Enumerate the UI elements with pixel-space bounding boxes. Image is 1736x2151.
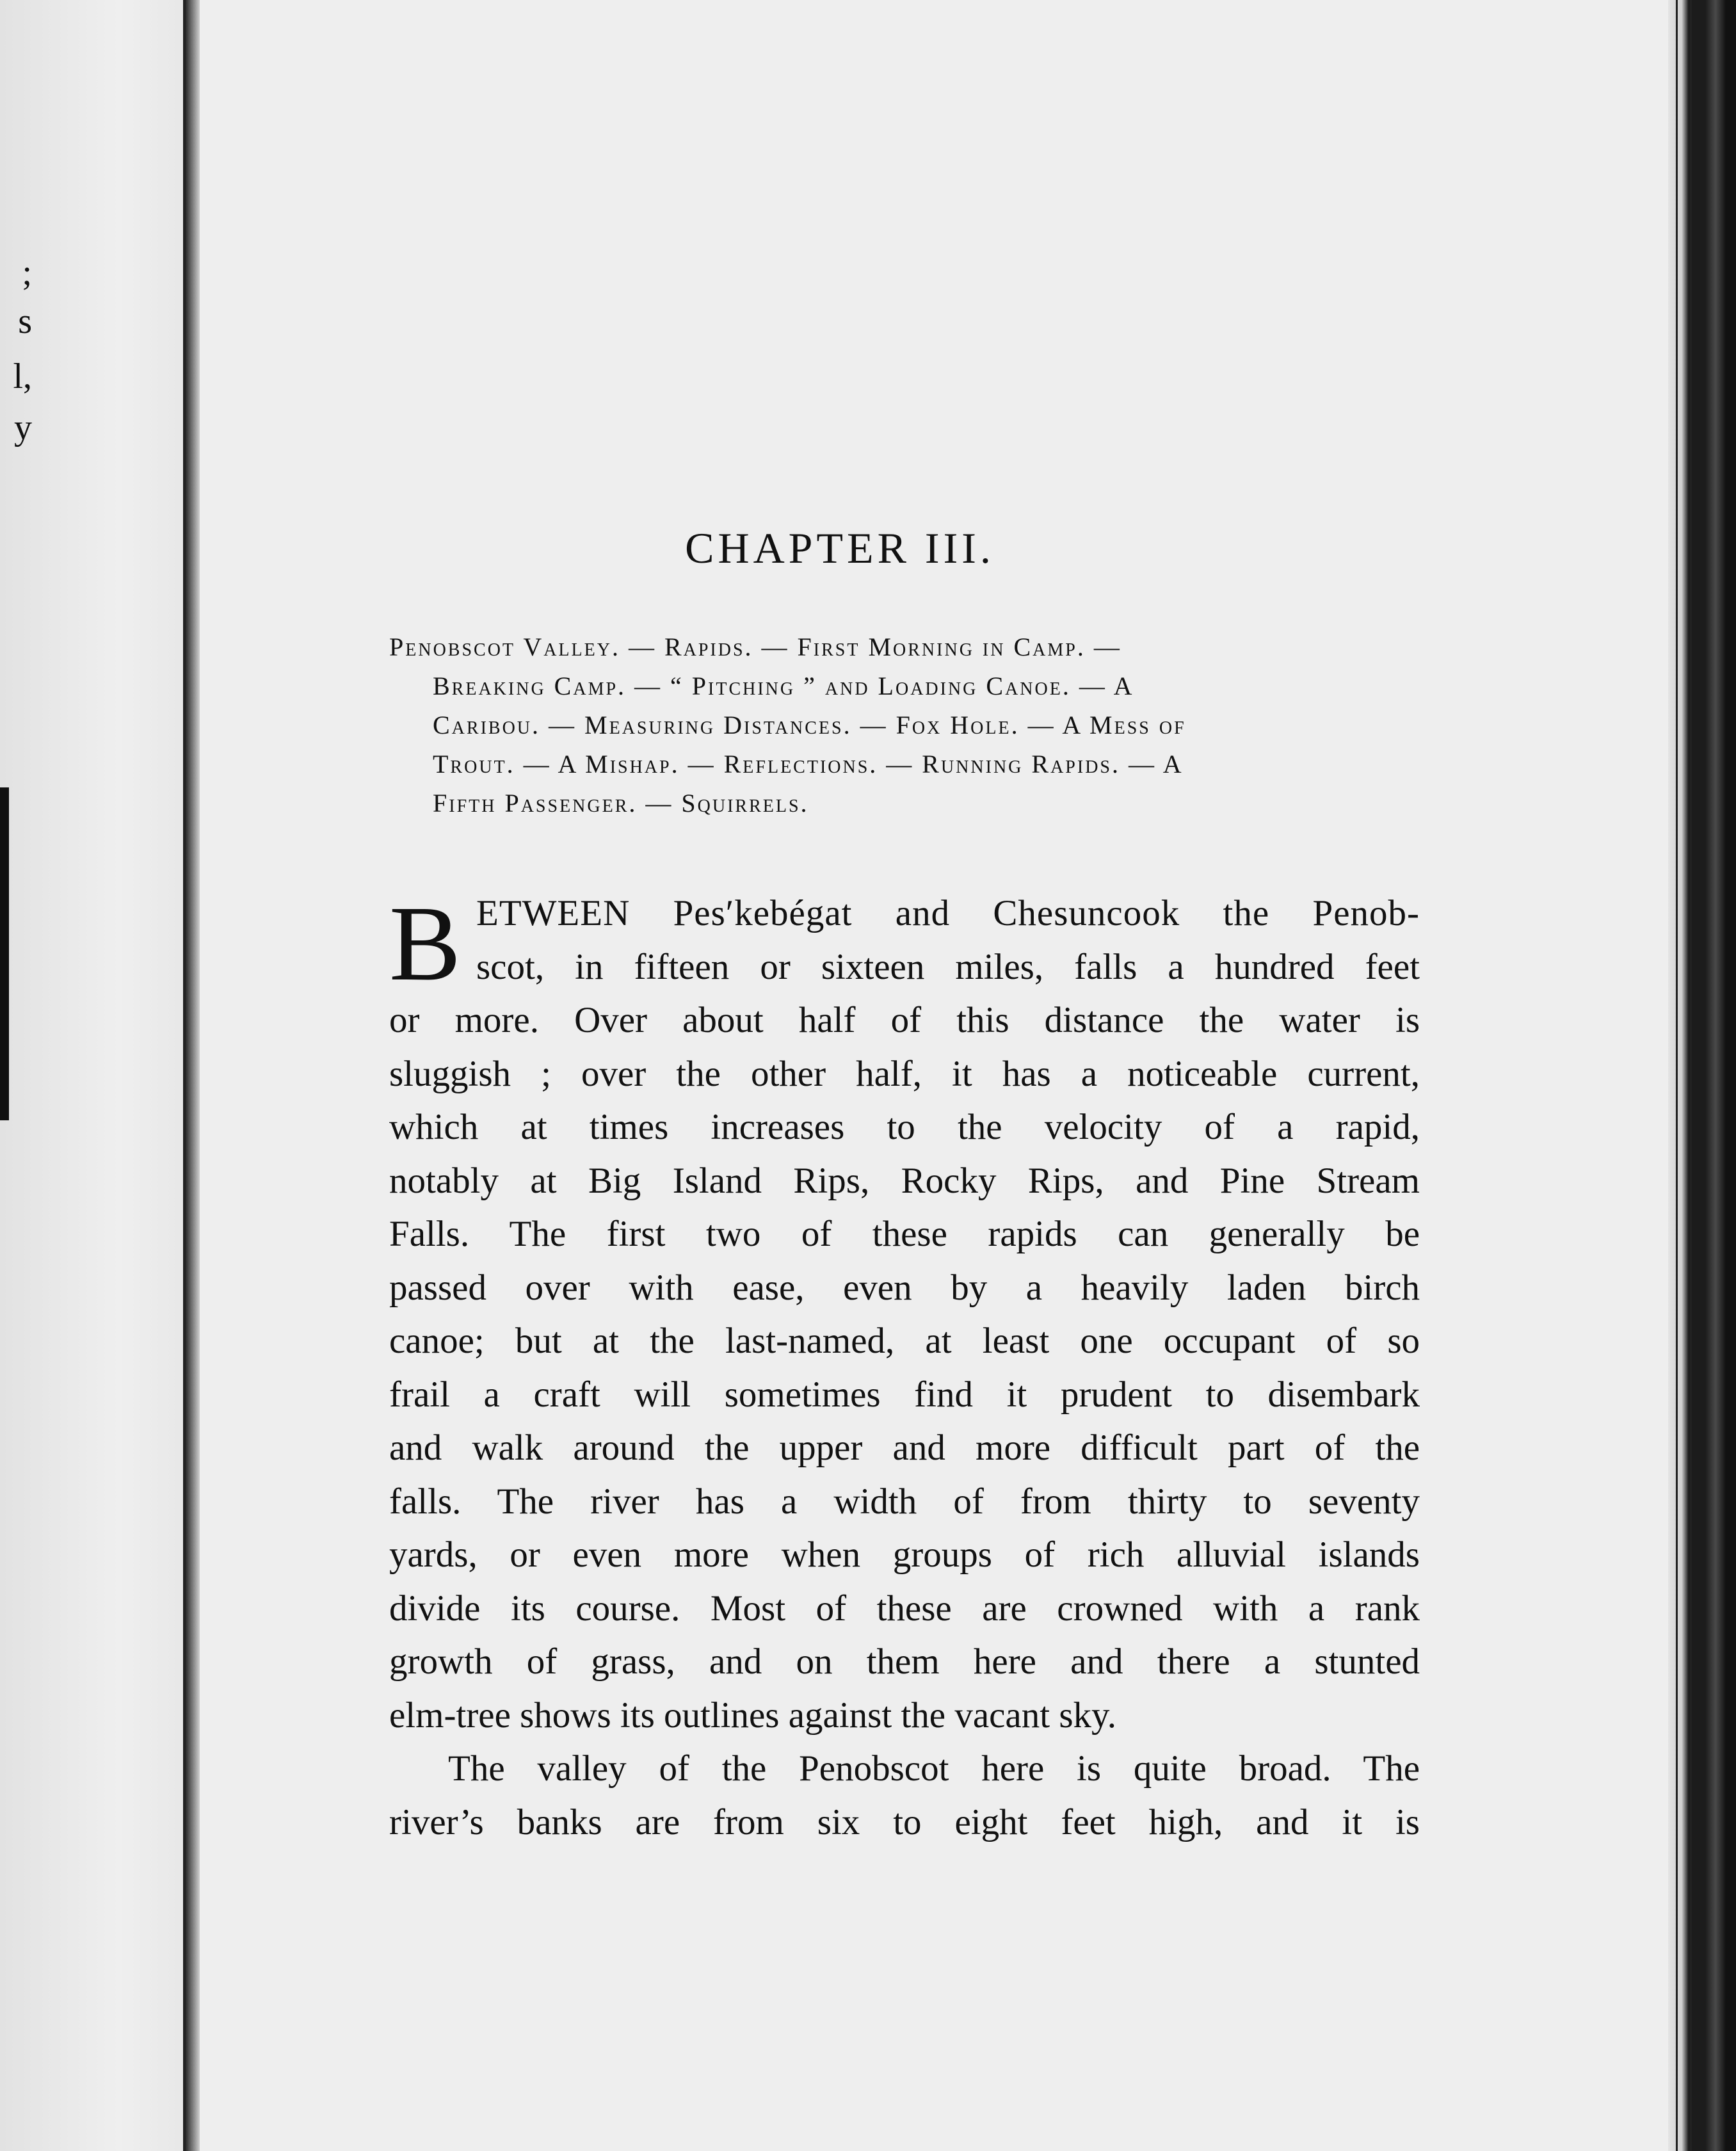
- body-line: or more. Over about half of this distance the water is: [389, 1000, 1420, 1040]
- facing-page-edge-mark: [0, 787, 9, 1120]
- body-line: which at times increases to the velocity of a rapid,: [389, 1107, 1420, 1147]
- body-line: Falls. The first two of these rapids can generally be: [389, 1214, 1420, 1254]
- summary-line: Fifth Passenger. — Squirrels.: [433, 789, 809, 818]
- facing-page: [0, 0, 198, 2151]
- gutter-shadow: [186, 0, 200, 2151]
- chapter-summary: [389, 627, 1420, 823]
- summary-line: Penobscot Valley. — Rapids. — First Morning in Camp. —: [389, 632, 1121, 661]
- body-line: notably at Big Island Rips, Rocky Rips, and Pine Stream: [389, 1160, 1420, 1201]
- summary-line: Caribou. — Measuring Distances. — Fox Hole. — A Mess of: [433, 711, 1186, 739]
- summary-line: Breaking Camp. — “ Pitching ” and Loading Canoe. — A: [433, 672, 1134, 700]
- body-line: falls. The river has a width of from thirty to seventy: [389, 1481, 1420, 1522]
- body-line: and walk around the upper and more difficult part of the: [389, 1428, 1420, 1468]
- body-line: growth of grass, and on them here and there a stunted: [389, 1641, 1420, 1682]
- body-line: ETWEEN Pes′kebégat and Chesuncook the Penob-: [476, 893, 1420, 933]
- body-line: scot, in fifteen or sixteen miles, falls a hundred feet: [476, 946, 1420, 987]
- body-line: The valley of the Penobscot here is quite broad. The: [448, 1748, 1420, 1789]
- page-edge-shadow: [1668, 0, 1736, 2151]
- page-edge-line: [1690, 0, 1692, 2151]
- page-edge-line: [1676, 0, 1678, 2151]
- facing-page-glyph: y: [14, 408, 32, 447]
- body-line: river’s banks are from six to eight feet high, and it is: [389, 1801, 1420, 1842]
- body-text: [389, 884, 1420, 1849]
- summary-line: Trout. — A Mishap. — Reflections. — Running Rapids. — A: [433, 750, 1184, 778]
- body-line: elm-tree shows its outlines against the vacant sky.: [389, 1695, 1117, 1736]
- body-line: canoe; but at the last-named, at least one occupant of so: [389, 1321, 1420, 1361]
- facing-page-glyph: ;: [22, 253, 32, 293]
- body-line: yards, or even more when groups of rich alluvial islands: [389, 1535, 1420, 1575]
- body-line: divide its course. Most of these are crowned with a rank: [389, 1588, 1420, 1629]
- facing-page-glyph: l,: [13, 357, 32, 396]
- body-line: frail a craft will sometimes find it prudent to disembark: [389, 1374, 1420, 1415]
- body-line: sluggish ; over the other half, it has a noticeable current,: [389, 1053, 1420, 1094]
- body-line: passed over with ease, even by a heavily laden birch: [389, 1267, 1420, 1308]
- facing-page-glyph: s: [18, 302, 32, 341]
- drop-cap: B: [389, 884, 462, 1003]
- chapter-title: CHAPTER III.: [685, 524, 995, 572]
